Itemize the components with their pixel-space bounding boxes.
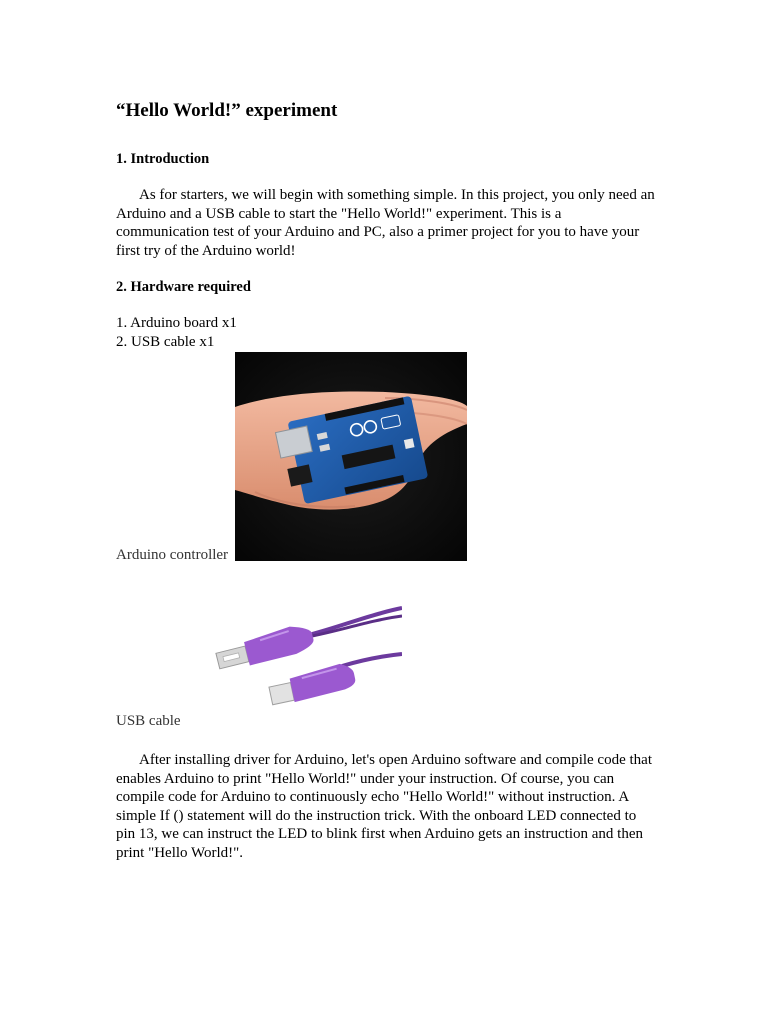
intro-paragraph: As for starters, we will begin with something simple. In this project, you only need an Arduino and a USB cable to start the "Hello World!" experiment. This is a communication test of your Arduino and PC, also a primer project for you to have your first try of the Arduino world! [116, 187, 655, 259]
closing-paragraph: After installing driver for Arduino, let's open Arduino software and compile code that enables Arduino to print "Hello World!" under your instruction. Of course, you can compile code for Arduino to continuously echo "Hello World!" without instruction. A simple If () statement will do the instruction trick. With the onboard LED connected to pin 13, we can instruct the LED to blink first when Arduino gets an instruction and then print "Hello World!". [116, 752, 652, 861]
page-title: “Hello World!” experiment [116, 100, 338, 121]
section-heading-introduction: 1. Introduction [116, 151, 210, 167]
list-item: 1. Arduino board x1 [116, 315, 237, 331]
usb-cable-image [202, 586, 402, 726]
section-heading-hardware: 2. Hardware required [116, 279, 251, 295]
arduino-caption: Arduino controller [116, 547, 229, 563]
arduino-board-image [235, 352, 467, 561]
usb-caption: USB cable [116, 713, 181, 729]
hardware-list [116, 314, 237, 351]
list-item: 2. USB cable x1 [116, 333, 215, 350]
